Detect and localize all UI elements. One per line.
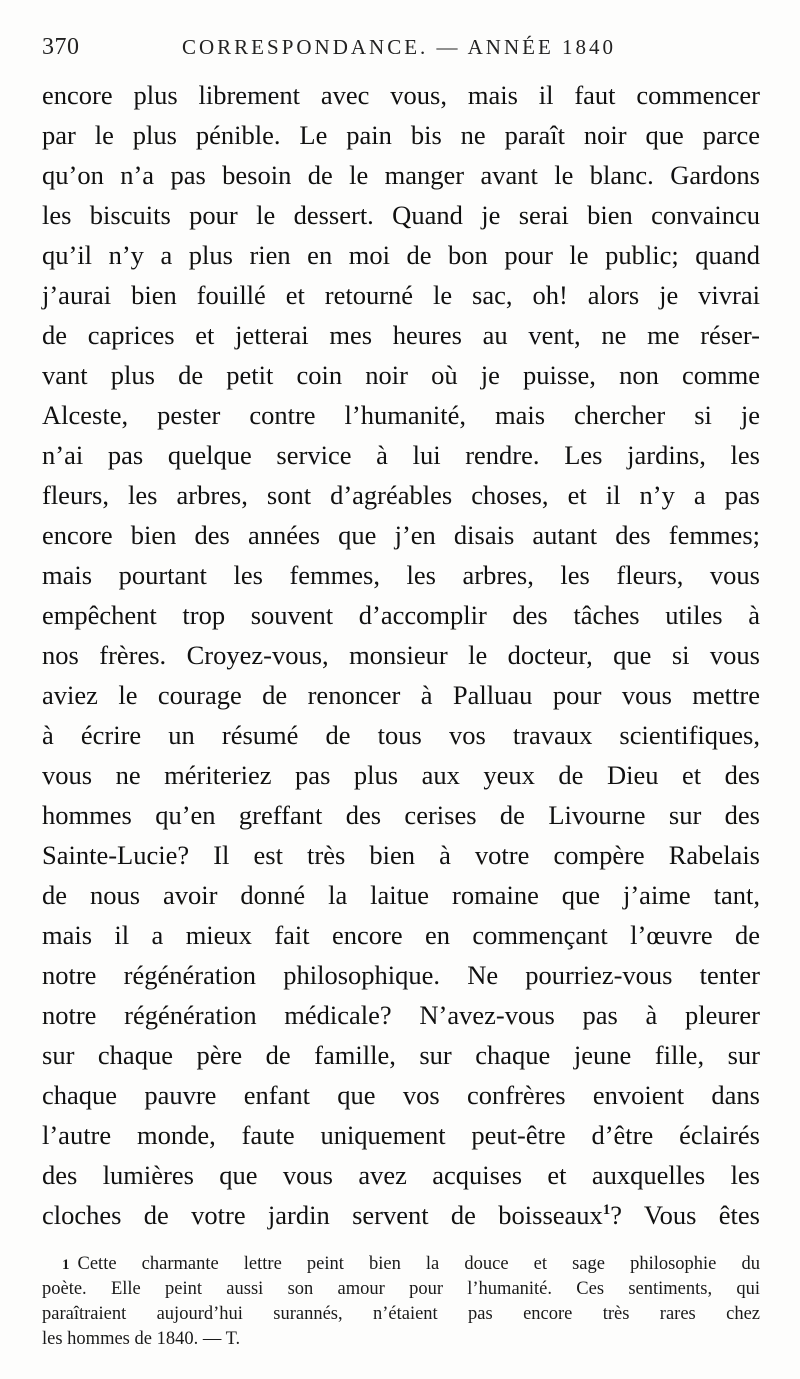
text-line: par le plus pénible. Le pain bis ne paraît noir que parce — [42, 120, 760, 150]
text-line: notre régénération philosophique. Ne pourriez-vous tenter — [42, 960, 760, 990]
text-line: Sainte-Lucie? Il est très bien à votre compère Rabelais — [42, 840, 760, 870]
footnote-block — [42, 1252, 760, 1352]
footnote-marker: 1 — [62, 1257, 70, 1273]
text-line: encore plus librement avec vous, mais il faut commencer — [42, 80, 760, 110]
text-line-with-footnote-ref — [42, 1195, 760, 1235]
running-head — [42, 34, 762, 64]
text-line: Alceste, pester contre l’humanité, mais chercher si je — [42, 400, 760, 430]
text-line: des lumières que vous avez acquises et auxquelles les — [42, 1160, 760, 1190]
text-line: fleurs, les arbres, sont d’agréables choses, et il n’y a pas — [42, 480, 760, 510]
text-line: vous ne mériteriez pas plus aux yeux de Dieu et des — [42, 760, 760, 790]
text-line: de caprices et jetterai mes heures au vent, ne me réser- — [42, 320, 760, 350]
text-line: chaque pauvre enfant que vos confrères envoient dans — [42, 1080, 760, 1110]
text-line: empêchent trop souvent d’accomplir des tâches utiles à — [42, 600, 760, 630]
footnote-reference[interactable]: 1 — [602, 1202, 611, 1219]
text-line: vant plus de petit coin noir où je puisse, non comme — [42, 360, 760, 390]
main-text — [42, 75, 760, 1235]
running-title: CORRESPONDANCE. — ANNÉE 1840 — [182, 35, 617, 59]
footnote-line: poète. Elle peint aussi son amour pour l’humanité. Ces sentiments, qui — [42, 1279, 760, 1299]
text-line: notre régénération médicale? N’avez-vous pas à pleurer — [42, 1000, 760, 1030]
footnote-line: les hommes de 1840. — T. — [42, 1329, 241, 1349]
text-line: j’aurai bien fouillé et retourné le sac, oh! alors je vivrai — [42, 280, 760, 310]
footnote-line: paraîtraient aujourd’hui surannés, n’étaient pas encore très rares chez — [42, 1304, 760, 1324]
text-line: n’ai pas quelque service à lui rendre. Les jardins, les — [42, 440, 760, 470]
text-line: les biscuits pour le dessert. Quand je serai bien convaincu — [42, 200, 760, 230]
page-number: 370 — [42, 34, 80, 60]
footnote-line — [42, 1252, 760, 1277]
text-line: l’autre monde, faute uniquement peut-être d’être éclairés — [42, 1120, 760, 1150]
text-line: hommes qu’en greffant des cerises de Livourne sur des — [42, 800, 760, 830]
text-line: mais pourtant les femmes, les arbres, les fleurs, vous — [42, 560, 760, 590]
text-line: qu’on n’a pas besoin de le manger avant le blanc. Gardons — [42, 160, 760, 190]
text-line: de nous avoir donné la laitue romaine que j’aime tant, — [42, 880, 760, 910]
text-line: aviez le courage de renoncer à Palluau pour vous mettre — [42, 680, 760, 710]
text-segment: cloches de votre jardin servent de boisseaux — [42, 1200, 603, 1230]
text-line: sur chaque père de famille, sur chaque jeune fille, sur — [42, 1040, 760, 1070]
text-line: qu’il n’y a plus rien en moi de bon pour le public; quand — [42, 240, 760, 270]
text-line: mais il a mieux fait encore en commençant l’œuvre de — [42, 920, 760, 950]
footnote-text: Cette charmante lettre peint bien la douce et sage philosophie du — [77, 1254, 760, 1274]
text-segment: ? Vous êtes — [610, 1200, 760, 1230]
text-line: à écrire un résumé de tous vos travaux scientifiques, — [42, 720, 760, 750]
text-line: encore bien des années que j’en disais autant des femmes; — [42, 520, 760, 550]
text-line: nos frères. Croyez-vous, monsieur le docteur, que si vous — [42, 640, 760, 670]
